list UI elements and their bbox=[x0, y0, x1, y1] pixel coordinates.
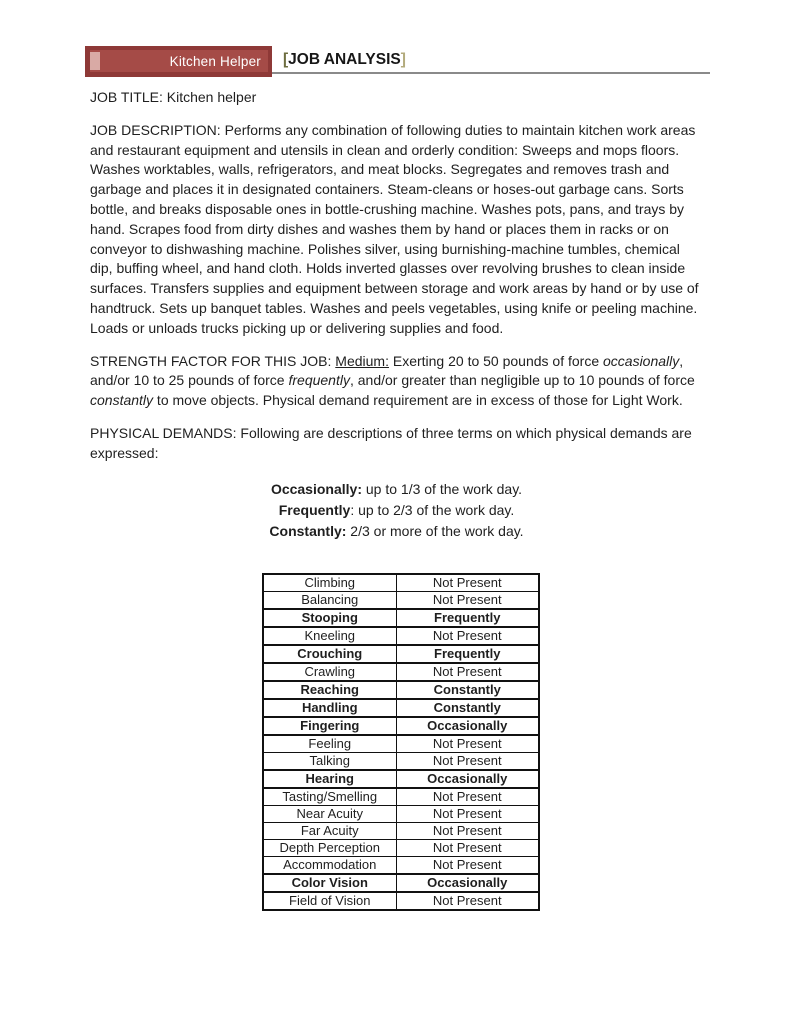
job-description-paragraph: JOB DESCRIPTION: Performs any combination of following duties to maintain kitchen work areas and restaurant equipment and utensils in clean and orderly condition: Sweeps and mops floors. Washes worktables, walls, refrigerators, and meat blocks. Segregates and removes trash and garbage and places it in designated containers. Steam-cleans or hoses-out garbage cans. Sorts bottle, and breaks disposable ones in bottle-crushing machine. Washes pots, pans, and trays by hand. Scrapes food from dirty dishes and washes them by hand or places them in racks or on conveyor to dishwashing machine. Polishes silver, using burnishing-machine tumbles, chemical dip, buffing wheel, and hand cloth. Holds inverted glasses over revolving brushes to clean inside surfaces. Transfers supplies and equipment between storage and work areas by hand or by use of handtruck. Sets up banquet tables. Washes and peels vegetables, using knife or peeling machine. Loads or unloads trucks picking up or delivering supplies and food. bbox=[90, 121, 699, 336]
activity-cell: Field of Vision bbox=[263, 892, 396, 910]
frequency-cell: Not Present bbox=[396, 856, 539, 874]
strength-prefix: STRENGTH FACTOR FOR THIS JOB: bbox=[90, 352, 336, 369]
doc-type-open-bracket: [ bbox=[283, 51, 289, 68]
frequency-cell: Not Present bbox=[396, 788, 539, 806]
strength-factor-paragraph bbox=[90, 352, 703, 411]
frequency-cell: Constantly bbox=[396, 681, 539, 699]
definition-text: : up to 2/3 of the work day. bbox=[350, 501, 515, 518]
job-name-banner-inner bbox=[90, 50, 268, 72]
activity-cell: Crawling bbox=[263, 663, 396, 681]
activity-cell: Depth Perception bbox=[263, 839, 396, 856]
frequency-cell: Not Present bbox=[396, 822, 539, 839]
frequency-cell: Not Present bbox=[396, 591, 539, 609]
frequency-cell: Occasionally bbox=[396, 770, 539, 788]
table-row bbox=[263, 627, 539, 645]
definition-term: Occasionally: bbox=[270, 480, 362, 497]
table-row bbox=[263, 699, 539, 717]
strength-mid3: , and/or greater than negligible up to 10 pounds of force bbox=[349, 372, 695, 389]
table-row bbox=[263, 591, 539, 609]
table-row bbox=[263, 645, 539, 663]
frequency-cell: Frequently bbox=[396, 609, 539, 627]
strength-mid2: , and/or 10 to 25 pounds of force bbox=[90, 352, 684, 389]
frequency-cell: Occasionally bbox=[396, 717, 539, 735]
strength-suffix: to move objects. Physical demand requirement are in excess of those for Light Work. bbox=[153, 392, 683, 409]
table-row bbox=[263, 574, 539, 592]
activity-cell: Stooping bbox=[263, 609, 396, 627]
definition-text: up to 1/3 of the work day. bbox=[361, 480, 523, 497]
frequency-cell: Not Present bbox=[396, 574, 539, 592]
definition-constantly bbox=[90, 521, 703, 542]
frequency-cell: Not Present bbox=[396, 735, 539, 753]
job-title-paragraph: JOB TITLE: Kitchen helper bbox=[90, 89, 257, 105]
job-name-label: Kitchen Helper bbox=[169, 53, 261, 69]
strength-term-constantly: constantly bbox=[90, 392, 154, 409]
table-row bbox=[263, 822, 539, 839]
physical-demands-paragraph: PHYSICAL DEMANDS: Following are descriptions of three terms on which physical demands are expressed: bbox=[90, 424, 692, 461]
doc-type-title bbox=[283, 51, 406, 69]
activity-cell: Climbing bbox=[263, 574, 396, 592]
page-header bbox=[85, 46, 710, 78]
demands-table-body bbox=[263, 574, 539, 910]
table-row bbox=[263, 856, 539, 874]
activity-cell: Feeling bbox=[263, 735, 396, 753]
activity-cell: Hearing bbox=[263, 770, 396, 788]
table-row bbox=[263, 609, 539, 627]
definition-text: 2/3 or more of the work day. bbox=[346, 522, 524, 539]
banner-accent-tab bbox=[90, 52, 100, 70]
strength-mid1: Exerting 20 to 50 pounds of force bbox=[388, 352, 603, 369]
definition-occasionally bbox=[90, 479, 703, 500]
frequency-cell: Not Present bbox=[396, 627, 539, 645]
frequency-cell: Constantly bbox=[396, 699, 539, 717]
activity-cell: Reaching bbox=[263, 681, 396, 699]
table-row bbox=[263, 805, 539, 822]
frequency-definitions bbox=[90, 479, 703, 542]
document-body bbox=[90, 88, 703, 911]
frequency-cell: Frequently bbox=[396, 645, 539, 663]
activity-cell: Talking bbox=[263, 752, 396, 770]
table-row bbox=[263, 752, 539, 770]
activity-cell: Balancing bbox=[263, 591, 396, 609]
doc-type-close-bracket: ] bbox=[400, 51, 406, 68]
activity-cell: Near Acuity bbox=[263, 805, 396, 822]
frequency-cell: Not Present bbox=[396, 663, 539, 681]
table-row bbox=[263, 788, 539, 806]
table-row bbox=[263, 839, 539, 856]
table-row bbox=[263, 681, 539, 699]
activity-cell: Tasting/Smelling bbox=[263, 788, 396, 806]
physical-demands-table bbox=[262, 573, 540, 911]
activity-cell: Kneeling bbox=[263, 627, 396, 645]
table-row bbox=[263, 663, 539, 681]
frequency-cell: Not Present bbox=[396, 892, 539, 910]
strength-level: Medium: bbox=[335, 352, 389, 369]
doc-type-label: JOB ANALYSIS bbox=[288, 51, 401, 68]
activity-cell: Handling bbox=[263, 699, 396, 717]
definition-term: Frequently bbox=[278, 501, 351, 518]
table-row bbox=[263, 717, 539, 735]
frequency-cell: Not Present bbox=[396, 752, 539, 770]
frequency-cell: Not Present bbox=[396, 839, 539, 856]
definition-term: Constantly: bbox=[269, 522, 347, 539]
definition-frequently bbox=[90, 500, 703, 521]
strength-term-frequently: frequently bbox=[288, 372, 350, 389]
activity-cell: Color Vision bbox=[263, 874, 396, 892]
table-row bbox=[263, 892, 539, 910]
activity-cell: Fingering bbox=[263, 717, 396, 735]
activity-cell: Far Acuity bbox=[263, 822, 396, 839]
job-name-banner bbox=[85, 46, 272, 77]
table-row bbox=[263, 874, 539, 892]
frequency-cell: Not Present bbox=[396, 805, 539, 822]
header-divider-rule bbox=[272, 72, 710, 74]
frequency-cell: Occasionally bbox=[396, 874, 539, 892]
strength-term-occasionally: occasionally bbox=[603, 352, 680, 369]
table-row bbox=[263, 770, 539, 788]
activity-cell: Accommodation bbox=[263, 856, 396, 874]
table-row bbox=[263, 735, 539, 753]
activity-cell: Crouching bbox=[263, 645, 396, 663]
